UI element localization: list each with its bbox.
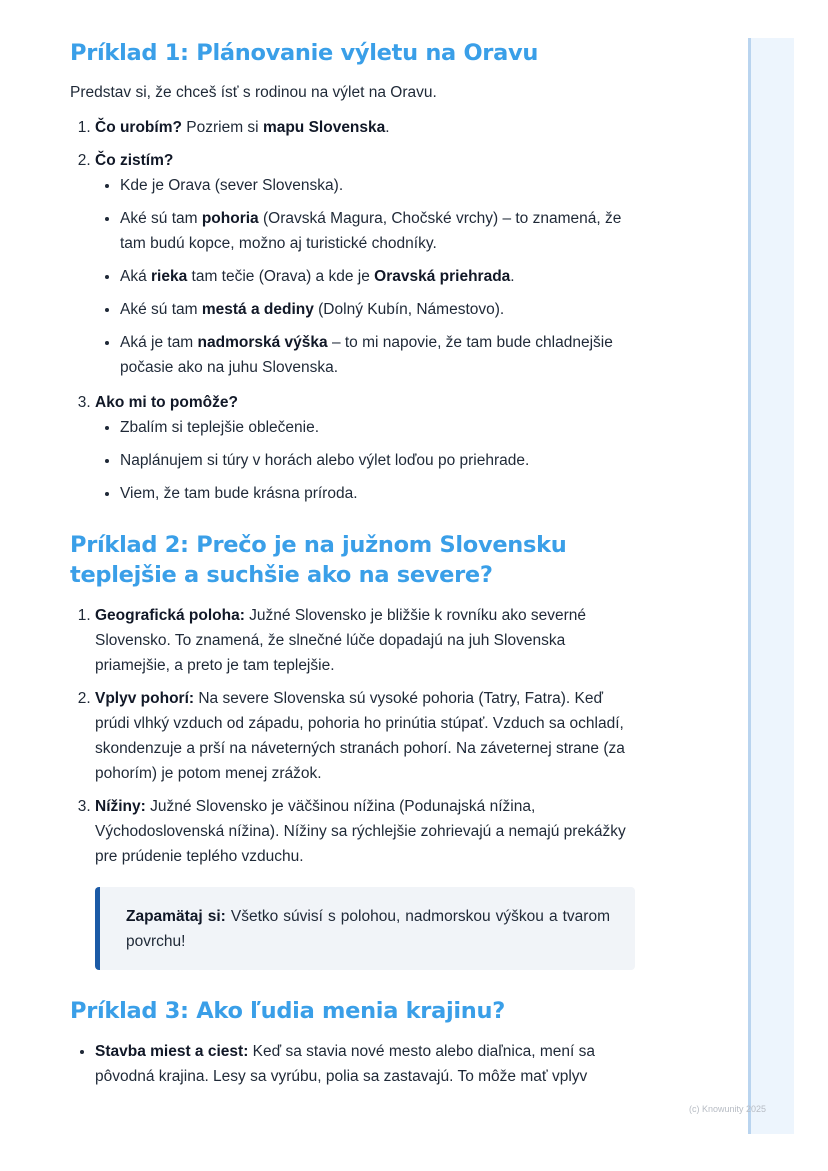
page-side-strip <box>748 38 794 1134</box>
list-item: 2. Vplyv pohorí: Na severe Slovenska sú vysoké pohoria (Tatry, Fatra). Keď prúdi vlhký vzduch od západu, pohoria ho prinútia stúpať. Vzduch sa ochladí, skondenzuje a prší na náveterných stranách pohorí. Na záveternej strane (za pohorím) je potom menej zrážok. <box>95 686 635 786</box>
list-item: • Aké sú tam pohoria (Oravská Magura, Chočské vrchy) – to znamená, že tam budú kopce, možno aj turistické chodníky. <box>120 206 635 256</box>
step-2-list <box>95 173 635 380</box>
step-1: 1. Čo urobím? Pozriem si mapu Slovenska. <box>95 115 635 140</box>
list-item: 3. Nížiny: Južné Slovensko je väčšinou nížina (Podunajská nížina, Východoslovenská nížina). Nížiny sa rýchlejšie zohrievajú a nemajú prekážky pre prúdenie teplého vzduchu. <box>95 794 635 869</box>
list-item: 1. Geografická poloha: Južné Slovensko je bližšie k rovníku ako severné Slovensko. To znamená, že slnečné lúče dopadajú na juh Slovenska priamejšie, a preto je tam teplejšie. <box>95 603 635 678</box>
step-2: 2. Čo zistím? • Kde je Orava (sever Slovenska). • Aké sú tam pohoria (Oravská Magura, Chočské vrchy) – to znamená, že tam budú kopce, možno aj turistické chodníky. • Aká rieka tam tečie (Orava) a kde je Oravská priehrada. • Aké sú tam mestá a dediny (Dolný Kubín, Námestovo). • Aká je tam nadmorská výška – to mi napovie, že tam bude chladnejšie počasie ako na juhu Slovenska. <box>95 148 635 380</box>
example3-title: Príklad 3: Ako ľudia menia krajinu? <box>70 998 505 1024</box>
copyright-watermark: (c) Knowunity 2025 <box>689 1104 767 1114</box>
list-item: • Aká je tam nadmorská výška – to mi napovie, že tam bude chladnejšie počasie ako na juhu Slovenska. <box>120 330 635 380</box>
list-item: • Naplánujem si túry v horách alebo výlet loďou po priehrade. <box>120 448 635 473</box>
example1-title: Príklad 1: Plánovanie výletu na Oravu <box>70 40 539 66</box>
step-3-list <box>95 415 635 506</box>
example2-list <box>70 603 635 869</box>
list-item: • Zbalím si teplejšie oblečenie. <box>120 415 635 440</box>
list-item: • Aké sú tam mestá a dediny (Dolný Kubín, Námestovo). <box>120 297 635 322</box>
example3-list <box>70 1039 635 1089</box>
document-content <box>70 38 635 1097</box>
example1-steps <box>70 115 635 506</box>
list-item: • Stavba miest a ciest: Keď sa stavia nové mesto alebo diaľnica, mení sa pôvodná krajina. Lesy sa vyrúbu, polia sa zastavajú. To môže mať vplyv <box>95 1039 635 1089</box>
remember-callout: Zapamätaj si: Všetko súvisí s polohou, nadmorskou výškou a tvarom povrchu! <box>95 887 635 970</box>
list-item: • Aká rieka tam tečie (Orava) a kde je Oravská priehrada. <box>120 264 635 289</box>
list-item: • Kde je Orava (sever Slovenska). <box>120 173 635 198</box>
list-item: • Viem, že tam bude krásna príroda. <box>120 481 635 506</box>
example1-intro: Predstav si, že chceš ísť s rodinou na výlet na Oravu. <box>70 84 437 101</box>
example2-title: Príklad 2: Prečo je na južnom Slovensku teplejšie a suchšie ako na severe? <box>70 532 567 588</box>
step-3: 3. Ako mi to pomôže? • Zbalím si teplejšie oblečenie. • Naplánujem si túry v horách alebo výlet loďou po priehrade. • Viem, že tam bude krásna príroda. <box>95 390 635 506</box>
